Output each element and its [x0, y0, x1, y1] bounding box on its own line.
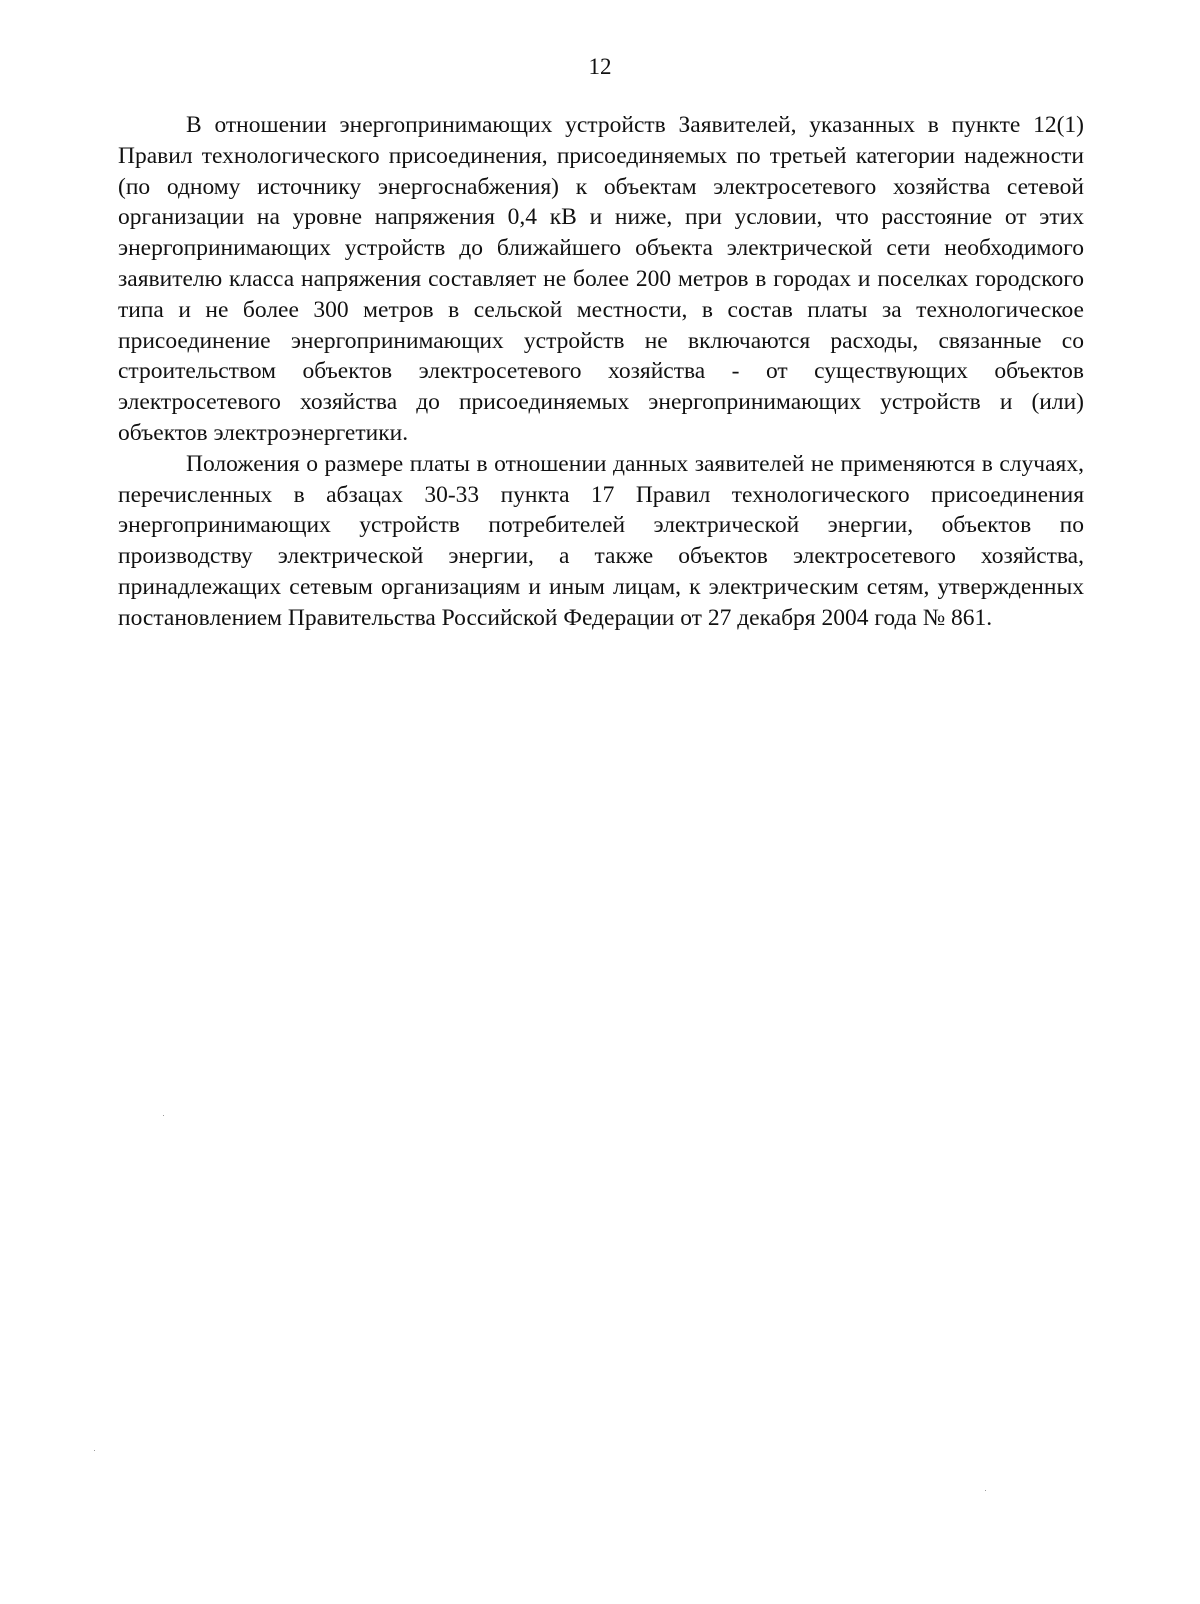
paragraph-tariff-exemption: В отношении энергопринимающих устройств Заявителей, указанных в пункте 12(1) Правил технологического присоединения, присоединяемых по третьей категории надежности (по одному источнику энергоснабжения) к объектам электросетевого хозяйства сетевой организации на уровне напряжения 0,4 кВ и ниже, при условии, что расстояние от этих энергопринимающих устройств до ближайшего объекта электрической сети необходимого заявителю класса напряжения составляет не более 200 метров в городах и поселках городского типа и не более 300 метров в сельской местности, в состав платы за технологическое присоединение энергопринимающих устройств не включаются расходы, связанные со строительством объектов электросетевого хозяйства - от существующих объектов электросетевого хозяйства до присоединяемых энергопринимающих устройств и (или) объектов электроэнергетики.	[118, 112, 1084, 446]
paragraph-exceptions: Положения о размере платы в отношении данных заявителей не применяются в случаях, перечисленных в абзацах 30-33 пункта 17 Правил технологического присоединения энергопринимающих устройств потребителей электрической энергии, объектов по производству электрической энергии, а также объектов электросетевого хозяйства, принадлежащих сетевым организациям и иным лицам, к электрическим сетям, утвержденных постановлением Правительства Российской Федерации от 27 декабря 2004 года № 861.	[118, 450, 1084, 631]
scan-speck	[163, 1115, 164, 1116]
document-body	[118, 110, 1084, 634]
scan-speck	[985, 1490, 986, 1491]
scan-speck	[94, 1450, 95, 1451]
page-number: 12	[588, 54, 612, 79]
